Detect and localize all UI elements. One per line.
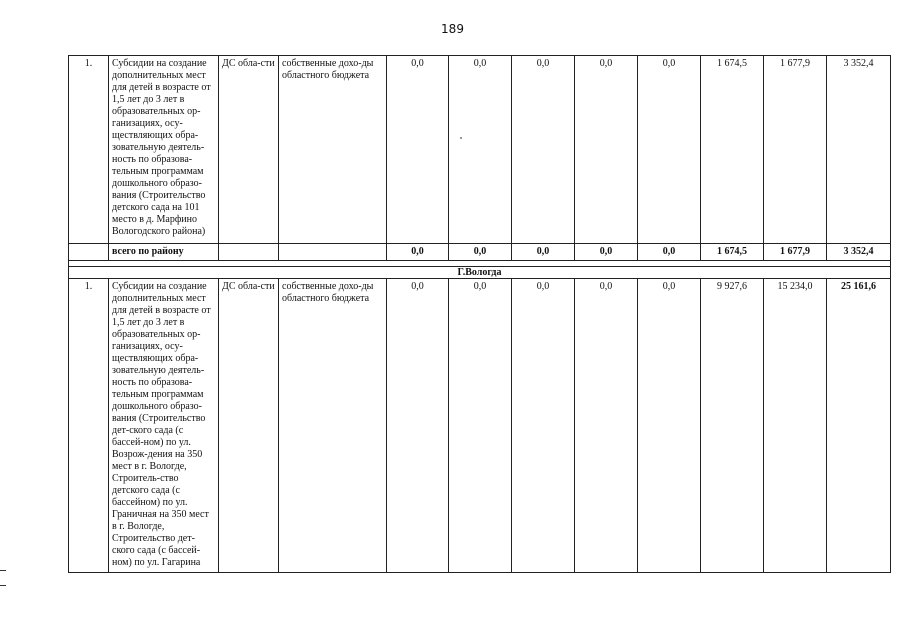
region-label: Г.Вологда	[69, 267, 891, 279]
value-cell: 25 161,6	[827, 279, 891, 573]
total-value: 0,0	[387, 244, 449, 261]
row-index: 1.	[69, 56, 109, 244]
measure-name: Субсидии на создание дополнительных мест для детей в возрасте от 1,5 лет до 3 лет в образовательных ор-ганизациях, осу-ществляющих обра-зовательную деятель-ность по образова-тельным программам дошкольного образо-вания (Строительство дет-ского сада (с бассей-ном) по ул. Возрож-дения на 350 мест в г. Вологде, Строитель-ство детского сада (с бассейном) по ул. Граничная на 350 мест в г. Вологде, Строительство дет-ского сада (с бассей-ном) по ул. Гагарина	[109, 279, 219, 573]
budget-table	[68, 55, 891, 573]
funding-source: собственные дохо-ды областного бюджета	[279, 56, 387, 244]
value-cell: 0,0	[575, 279, 638, 573]
value-cell: 0,0	[449, 279, 512, 573]
value-cell: 1 677,9	[764, 56, 827, 244]
total-value: 0,0	[449, 244, 512, 261]
value-cell: 0,0	[575, 56, 638, 244]
measure-name: Субсидии на создание дополнительных мест для детей в возрасте от 1,5 лет до 3 лет в образовательных ор-ганизациях, осу-ществляющих обра-зовательную деятель-ность по образова-тельным программам дошкольного образо-вания (Строительство детского сада на 101 место в д. Марфино Вологодского района)	[109, 56, 219, 244]
total-value: 1 674,5	[701, 244, 764, 261]
margin-mark	[0, 585, 6, 586]
scan-speck	[460, 137, 462, 139]
value-cell: 1 674,5	[701, 56, 764, 244]
value-cell: 0,0	[512, 279, 575, 573]
empty-cell	[69, 244, 109, 261]
total-value: 1 677,9	[764, 244, 827, 261]
empty-cell	[219, 244, 279, 261]
total-value: 0,0	[575, 244, 638, 261]
value-cell: 15 234,0	[764, 279, 827, 573]
executor: ДС обла-сти	[219, 279, 279, 573]
value-cell: 0,0	[387, 279, 449, 573]
total-value: 0,0	[512, 244, 575, 261]
table-row	[69, 56, 891, 244]
page-number: 189	[441, 22, 464, 36]
table-row	[69, 279, 891, 573]
value-cell: 0,0	[512, 56, 575, 244]
empty-cell	[279, 244, 387, 261]
total-row	[69, 244, 891, 261]
executor: ДС обла-сти	[219, 56, 279, 244]
value-cell: 3 352,4	[827, 56, 891, 244]
value-cell: 0,0	[638, 279, 701, 573]
total-value: 0,0	[638, 244, 701, 261]
value-cell: 9 927,6	[701, 279, 764, 573]
margin-mark	[0, 570, 6, 571]
value-cell: 0,0	[638, 56, 701, 244]
row-index: 1.	[69, 279, 109, 573]
region-row	[69, 267, 891, 279]
funding-source: собственные дохо-ды областного бюджета	[279, 279, 387, 573]
value-cell: 0,0	[387, 56, 449, 244]
value-cell: 0,0	[449, 56, 512, 244]
total-label: всего по району	[109, 244, 219, 261]
total-value: 3 352,4	[827, 244, 891, 261]
